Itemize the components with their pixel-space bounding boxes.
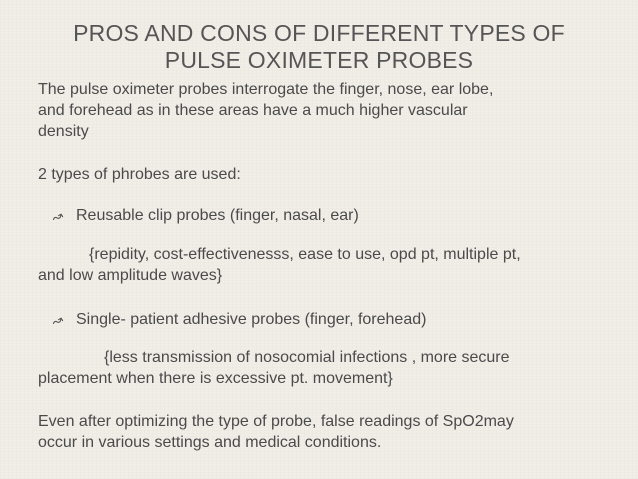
probe2-detail: [38, 347, 510, 389]
bullet-icon-2: ↝: [48, 311, 66, 330]
title-line-2: PULSE OXIMETER PROBES: [164, 47, 474, 73]
intro-line-1: The pulse oximeter probes interrogate the finger, nose, ear lobe,: [38, 81, 494, 98]
probe1-detail-line-2: and low amplitude waves}: [38, 267, 223, 284]
conclusion-paragraph: [38, 411, 514, 453]
probe1-detail-line-1: {repidity, cost-effectivenesss, ease to use, opd pt, multiple pt,: [89, 246, 521, 263]
title-line-1: PROS AND CONS OF DIFFERENT TYPES OF: [73, 20, 565, 46]
intro-line-2: and forehead as in these areas have a much higher vascular: [38, 102, 468, 119]
conclusion-line-2: occur in various settings and medical conditions.: [38, 434, 382, 451]
probe2-label: Single- patient adhesive probes (finger, forehead): [76, 311, 427, 328]
slide-title: [20, 20, 618, 74]
bullet-icon-1: ↝: [48, 207, 66, 226]
probe1-detail: [38, 244, 521, 286]
intro-paragraph: [38, 79, 493, 142]
intro-line-3: density: [38, 123, 89, 140]
probe2-detail-line-1: {less transmission of nosocomial infections , more secure: [104, 349, 510, 366]
probe2-detail-line-2: placement when there is excessive pt. movement}: [38, 370, 393, 387]
types-heading: 2 types of phrobes are used:: [38, 166, 241, 183]
probe1-label: Reusable clip probes (finger, nasal, ear): [76, 207, 359, 224]
conclusion-line-1: Even after optimizing the type of probe, false readings of SpO2may: [38, 413, 514, 430]
